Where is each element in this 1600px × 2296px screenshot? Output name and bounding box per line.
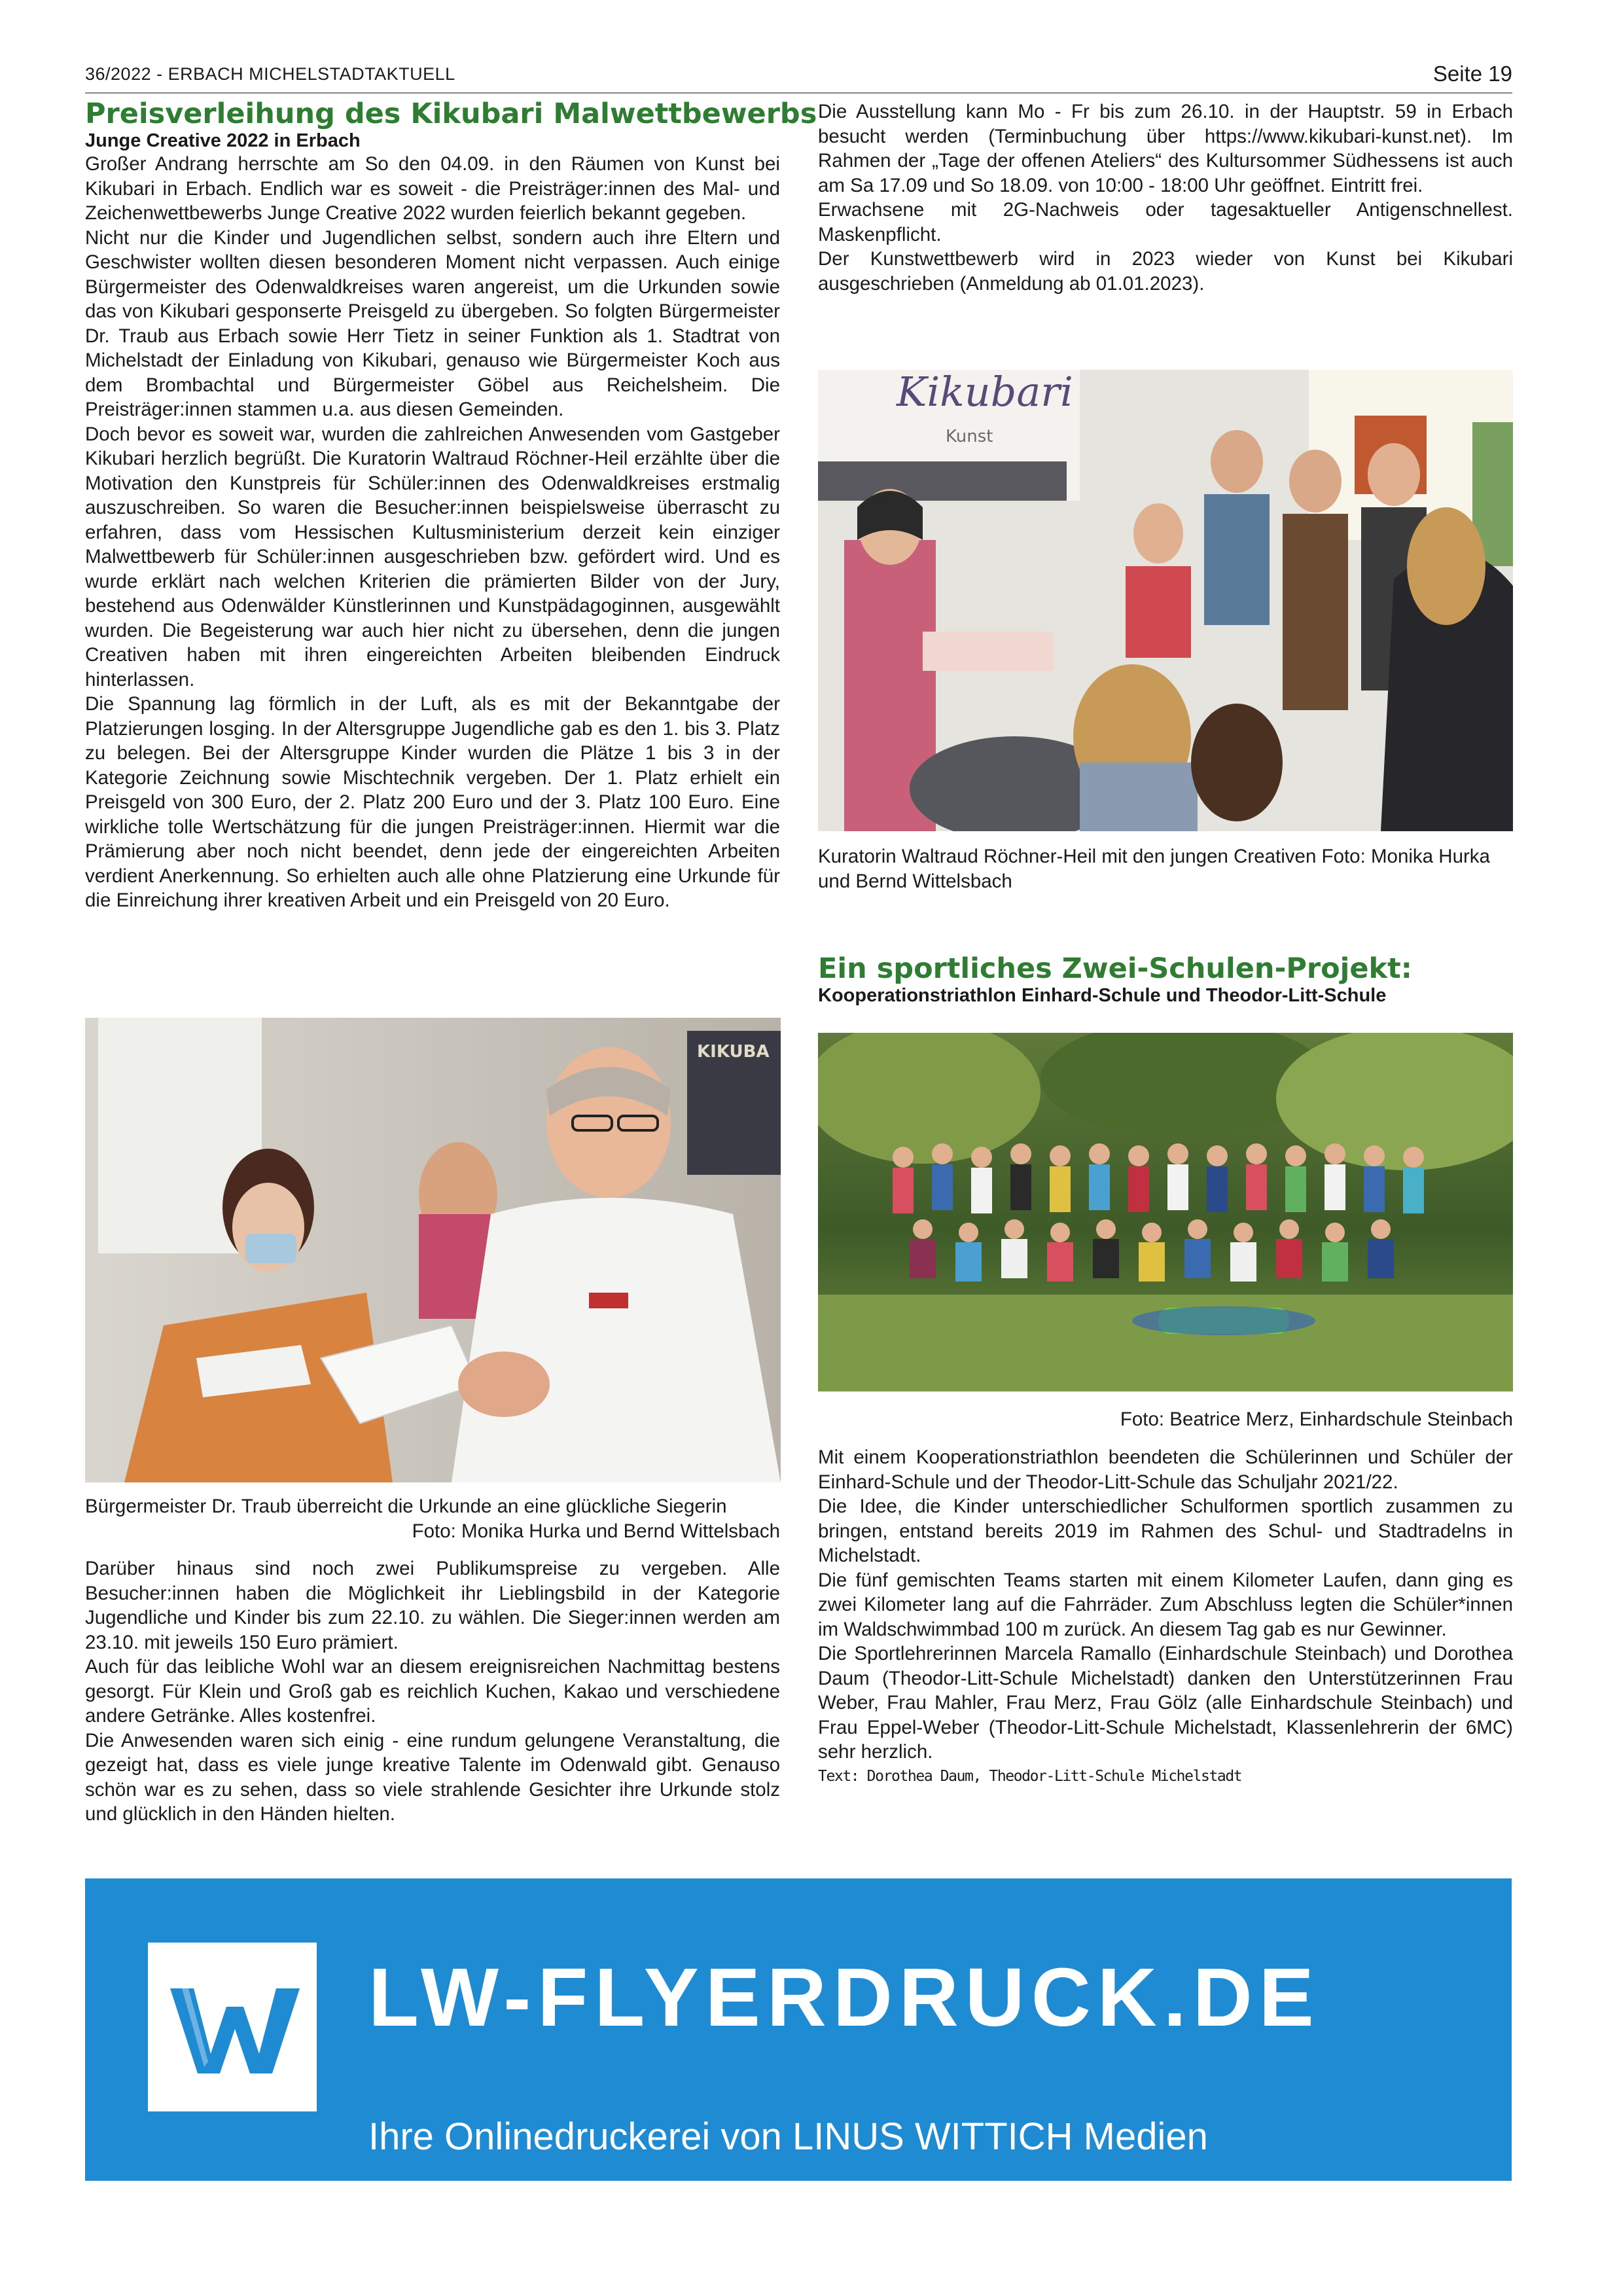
- article2-text-credit: Text: Dorothea Daum, Theodor-Litt-Schule Michelstadt: [818, 1767, 1242, 1785]
- article1-subtitle: Junge Creative 2022 in Erbach: [85, 130, 361, 151]
- article2-header: [818, 953, 1513, 1007]
- article1-closing: [85, 1556, 780, 1827]
- photo-curator-children: [818, 370, 1513, 831]
- article1-paragraph-8: Die Ausstellung kann Mo - Fr bis zum 26.10. in der Hauptstr. 59 in Erbach besucht werden (Terminbuchung über https://www.kikubari-kunst.net). Im Rahmen der „Tage der offenen Ateliers“ des Kultursommer Südhessens ist auch am Sa 17.09 und So 18.09. von 10:00 - 18:00 Uhr geöffnet. Eintritt frei.: [818, 101, 1513, 196]
- lw-logo-mark: [148, 1943, 317, 2111]
- article2-title: Ein sportliches Zwei-Schulen-Projekt:: [818, 952, 1412, 985]
- photo1-credit: Foto: Monika Hurka und Bernd Wittelsbach: [412, 1520, 780, 1542]
- photo-mayor-certificate: [85, 1018, 781, 1482]
- article2-photo-credit: Foto: Beatrice Merz, Einhardschule Steinbach: [1120, 1408, 1513, 1430]
- page-number: Seite 19: [1432, 62, 1512, 86]
- photo-curator-children-image: [818, 370, 1513, 831]
- article1-paragraph-9: Erwachsene mit 2G-Nachweis oder tagesaktueller Antigenschnellest. Maskenpflicht.: [818, 199, 1513, 245]
- header-divider: [85, 92, 1512, 94]
- article1-paragraph-1: Großer Andrang herrschte am So den 04.09. in den Räumen von Kunst bei Kikubari in Erbach. Endlich war es soweit - die Preisträger:innen des Mal- und Zeichenwettbewerbs Junge Creative 2022 wurden feierlich bekannt gegeben.: [85, 153, 780, 224]
- article2-paragraph-2: Die Idee, die Kinder unterschiedlicher Schulformen sportlich zusammen zu bringen, entstand bereits 2019 im Rahmen des Schul- und Stadtradelns in Michelstadt.: [818, 1496, 1513, 1566]
- article1-intro: [85, 98, 817, 913]
- article2-paragraph-4: Die Sportlehrerinnen Marcela Ramallo (Einhardschule Steinbach) und Dorothea Daum (Theodor-Litt-Schule Michelstadt) danken den Unterstützerinnen Frau Weber, Frau Mahler, Frau Merz, Frau Gölz (alle Einhardschule Steinbach) und Frau Eppel-Weber (Theodor-Litt-Schule Michelstadt, Klassenlehrerin der 6MC) sehr herzlich.: [818, 1643, 1513, 1763]
- lw-logo: [148, 1943, 317, 2111]
- ad-title: LW-FLYERDRUCK.DE: [368, 1951, 1321, 2043]
- photo1-sign-text: KIKUBA: [697, 1042, 770, 1062]
- photo-triathlon-group: [818, 1033, 1513, 1391]
- photo1-caption: Bürgermeister Dr. Traub überreicht die Urkunde an eine glückliche Siegerin: [85, 1496, 727, 1517]
- photo1-caption-block: [85, 1494, 780, 1543]
- article1-paragraph-6: Auch für das leibliche Wohl war an diesem ereignisreichen Nachmittag bestens gesorgt. Für Klein und Groß gab es reichlich Kuchen, Kakao und verschiedene andere Getränke. Alles kostenfrei.: [85, 1656, 780, 1727]
- article1-paragraph-2: Nicht nur die Kinder und Jugendlichen selbst, sondern auch ihre Eltern und Geschwister wollten diesen besonderen Moment nicht verpassen. Auch einige Bürgermeister des Odenwaldkreises waren angereist, um die Urkunden sowie das von Kikubari gesponserte Preisgeld zu übergeben. So folgten Bürgermeister Dr. Traub aus Erbach sowie Herr Tietz in seiner Funktion als 1. Stadtrat von Michelstadt der Einladung von Kikubari, genauso wie Bürgermeister Koch aus dem Brombachtal und Bürgermeister Göbel aus Reichelsheim. Die Preisträger:innen stammen u.a. aus diesen Gemeinden.: [85, 226, 780, 420]
- issue-label: 36/2022 - ERBACH MICHELSTADTAKTUELL: [85, 64, 455, 84]
- article2-subtitle: Kooperationstriathlon Einhard-Schule und Theodor-Litt-Schule: [818, 985, 1387, 1006]
- photo2-sign-sub: Kunst: [946, 427, 993, 446]
- article1-title: Preisverleihung des Kikubari Malwettbewerbs: [85, 98, 817, 130]
- ad-banner[interactable]: [85, 1878, 1512, 2181]
- article2-body: [818, 1445, 1513, 1789]
- photo-mayor-certificate-image: [85, 1018, 781, 1482]
- photo2-caption: Kuratorin Waltraud Röchner-Heil mit den jungen Creativen Foto: Monika Hurka und Bernd Wittelsbach: [818, 846, 1490, 892]
- article1-paragraph-7: Die Anwesenden waren sich einig - eine rundum gelungene Veranstaltung, die gezeigt hat, dass es viele junge kreative Talente im Odenwald gibt. Genauso schön war es zu sehen, dass so viele strahlende Gesichter ihre Urkunde stolz und glücklich in den Händen hielten.: [85, 1729, 780, 1825]
- article2-paragraph-3: Die fünf gemischten Teams starten mit einem Kilometer Laufen, dann ging es zwei Kilometer lang auf die Fahrräder. Zum Abschluss legten die Schüler*innen im Waldschwimmbad 100 m zurück. An diesem Tag gab es nur Gewinner.: [818, 1569, 1513, 1640]
- photo2-caption-block: [818, 844, 1513, 893]
- article2-paragraph-1: Mit einem Kooperationstriathlon beendeten die Schülerinnen und Schüler der Einhard-Schule und der Theodor-Litt-Schule das Schuljahr 2021/22.: [818, 1446, 1513, 1493]
- article2-photo-credit-block: [818, 1407, 1513, 1432]
- article1-paragraph-5: Darüber hinaus sind noch zwei Publikumspreise zu vergeben. Alle Besucher:innen haben die Möglichkeit ihr Lieblingsbild in der Kategorie Jugendliche und Kinder bis zum 22.10. zu wählen. Die Sieger:innen werden am 23.10. mit jeweils 150 Euro prämiert.: [85, 1558, 780, 1653]
- ad-subtitle: Ihre Onlinedruckerei von LINUS WITTICH Medien: [368, 2115, 1208, 2158]
- photo-triathlon-group-image: [818, 1033, 1513, 1391]
- article1-continuation: [818, 99, 1513, 296]
- photo2-sign-text: Kikubari: [897, 370, 1073, 416]
- article1-paragraph-4: Die Spannung lag förmlich in der Luft, als es mit der Bekanntgabe der Platzierungen losging. In der Altersgruppe Jugendliche gab es den 1. bis 3. Platz zu belegen. Bei der Altersgruppe Kinder wurden die Plätze 1 bis 3 in der Kategorie Zeichnung sowie Mischtechnik vergeben. Der 1. Platz erhielt ein Preisgeld von 300 Euro, der 2. Platz 200 Euro und der 3. Platz 100 Euro. Eine wirkliche tolle Wertschätzung für die jungen Preisträger:innen. Hiermit war die Prämierung aber noch nicht beendet, denn jede der eingereichten Arbeiten verdient Anerkennung. So erhielten auch alle ohne Platzierung eine Urkunde für die Einreichung ihrer kreativen Arbeit und ein Preisgeld von 20 Euro.: [85, 693, 780, 911]
- article1-paragraph-3: Doch bevor es soweit war, wurden die zahlreichen Anwesenden vom Gastgeber Kikubari herzlich begrüßt. Die Kuratorin Waltraud Röchner-Heil erzählte über die Motivation den Kunstpreis für Schüler:innen des Odenwaldkreises erstmalig auszuschreiben. So waren die Besucher:innen beispielsweise überrascht zu erfahren, dass vom Hessischen Kultusministerium derzeit kein einziger Malwettbewerb für Schüler:innen ausgeschrieben bzw. gefördert wird. Und es wurde erklärt nach welchen Kriterien die prämierten Bilder von der Jury, bestehend aus Odenwälder Künstlerinnen und Kunstpädagoginnen, ausgewählt wurden. Die Begeisterung war auch hier nicht zu übersehen, denn die jungen Creativen haben mit ihren eingereichten Arbeiten bleibenden Eindruck hinterlassen.: [85, 423, 780, 691]
- article1-paragraph-10: Der Kunstwettbewerb wird in 2023 wieder von Kunst bei Kikubari ausgeschrieben (Anmeldung ab 01.01.2023).: [818, 248, 1513, 295]
